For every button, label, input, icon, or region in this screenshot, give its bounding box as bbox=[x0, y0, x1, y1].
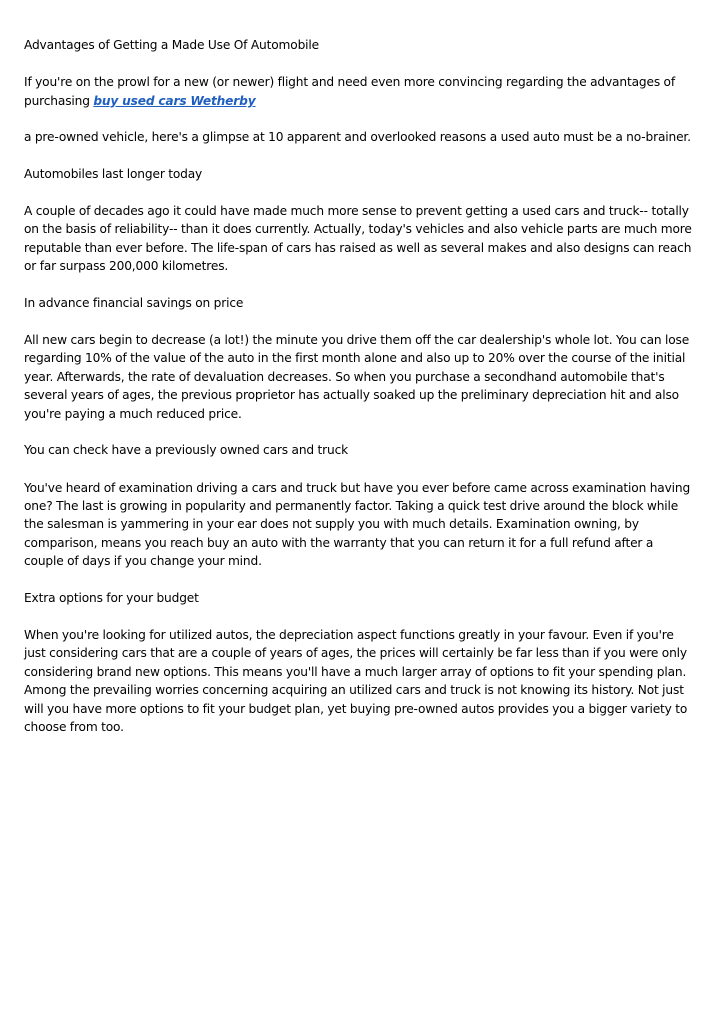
section-body: You've heard of examination driving a cars and truck but have you ever before came across examination having one? The last is growing in popularity and permanently factor. Taking a quick test drive around the block while the salesman is yammering in your ear does not supply you with much details. Examination owning, by comparison, means you reach buy an auto with the warranty that you can return it for a full refund after a couple of days if you change your mind. bbox=[24, 480, 691, 569]
intro-continuation: a pre-owned vehicle, here's a glimpse at 10 apparent and overlooked reasons a used auto must be a no-brainer. bbox=[24, 130, 691, 145]
section-heading: Automobiles last longer today bbox=[24, 166, 203, 181]
section-heading: In advance financial savings on price bbox=[24, 295, 244, 310]
buy-used-cars-link[interactable]: buy used cars Wetherby bbox=[93, 93, 256, 108]
document-title: Advantages of Getting a Made Use Of Automobile bbox=[24, 38, 319, 52]
section-body: When you're looking for utilized autos, the depreciation aspect functions greatly in your favour. Even if you're just considering cars that are a couple of years of ages, the prices will certainly be far less than if you were only considering brand new options. This means you'll have a much larger array of options to fit your spending plan. Among the prevailing worries concerning acquiring an utilized cars and truck is not knowing its history. Not just will you have more options to fit your budget plan, yet buying pre-owned autos provides you a bigger variety to choose from too. bbox=[24, 627, 688, 734]
section-body: A couple of decades ago it could have made much more sense to prevent getting a used cars and truck-- totally on the basis of reliability-- than it does currently. Actually, today's vehicles and also vehicle parts are much more reputable than ever before. The life-span of cars has raised as well as several makes and also designs can reach or far surpass 200,000 kilometres. bbox=[24, 204, 692, 274]
section-heading: You can check have a previously owned cars and truck bbox=[24, 443, 349, 458]
section-heading: Extra options for your budget bbox=[24, 590, 199, 605]
section-body: All new cars begin to decrease (a lot!) the minute you drive them off the car dealership's whole lot. You can lose regarding 10% of the value of the auto in the first month alone and also up to 20% over the course of the initial year. Afterwards, the rate of devaluation decreases. So when you purchase a secondhand automobile that's several years of ages, the previous proprietor has actually soaked up the preliminary depreciation hit and also you're paying a much reduced price. bbox=[24, 333, 690, 421]
intro-text: If you're on the prowl for a new (or newer) flight and need even more convincing regarding the advantages of purchasing bbox=[24, 75, 675, 108]
intro-paragraph bbox=[24, 73, 696, 110]
